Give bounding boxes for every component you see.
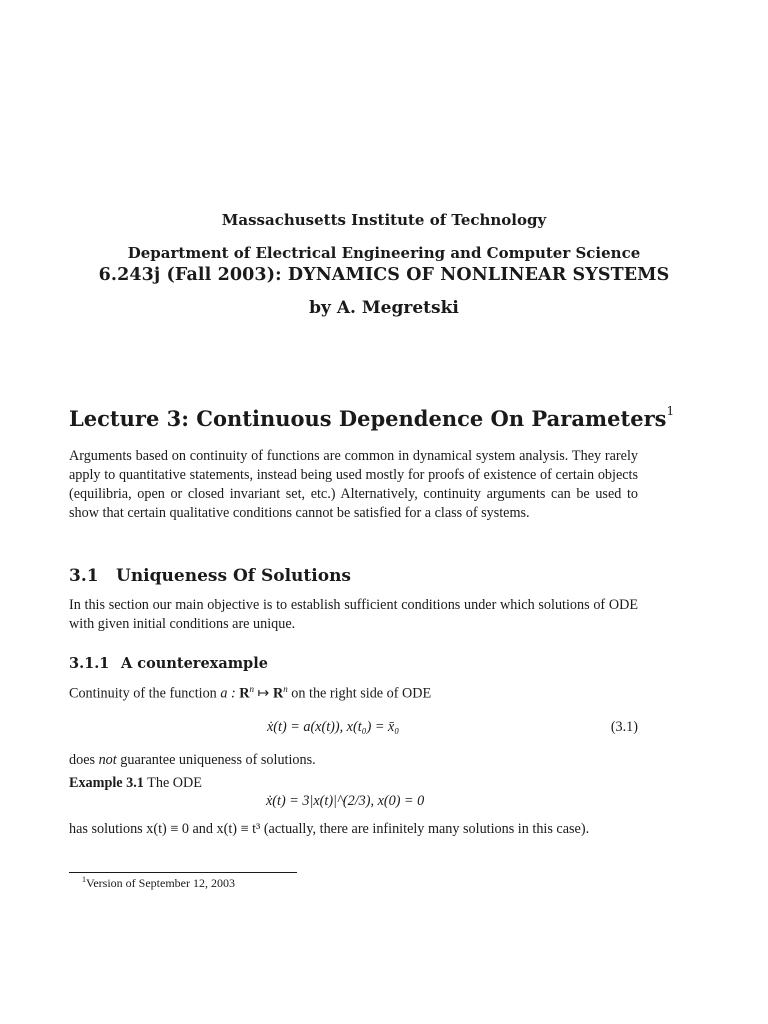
- example-equation: ẋ(t) = 3|x(t)|^(2/3), x(0) = 0: [266, 793, 425, 809]
- continuity-math: a :: [220, 685, 240, 702]
- subsection-heading: [69, 655, 268, 672]
- example-heading: [69, 775, 202, 792]
- uniqueness-sentence: [69, 752, 316, 769]
- footnote-marker: 1: [666, 404, 675, 418]
- department-name: Department of Electrical Engineering and Computer Science: [127, 244, 641, 262]
- lecture-title-text: Lecture 3: Continuous Dependence On Parameters: [69, 406, 667, 431]
- section-paragraph: In this section our main objective is to establish sufficient conditions under which solutions of ODE with given initial conditions are unique.: [69, 597, 638, 632]
- example-solutions: has solutions x(t) ≡ 0 and x(t) ≡ t³ (actually, there are infinitely many solutions in this case).: [69, 821, 590, 837]
- footnote-mark: 1: [82, 875, 86, 884]
- continuity-exp-2: n: [283, 684, 288, 694]
- footnote-rule: [69, 872, 297, 873]
- section-number: 3.1: [69, 566, 99, 586]
- uniqueness-emphasis: not: [98, 752, 117, 768]
- institution-name: Massachusetts Institute of Technology: [221, 211, 547, 229]
- continuity-domain-1: R: [239, 685, 250, 702]
- continuity-map-symbol: ↦: [254, 685, 273, 702]
- equation-3-1-body: ẋ(t) = a(x(t)), x(t₀) = x̄₀: [267, 719, 400, 735]
- equation-3-1: [69, 719, 638, 739]
- intro-paragraph: Arguments based on continuity of functions are common in dynamical system analysis. They rarely apply to quantitative statements, instead being used mostly for proofs of existence of certain objects (equilibria, open or closed invariant set, etc.) Alternatively, continuity arguments can be used to show that certain qualitative conditions cannot be satisfied for a class of systems.: [69, 448, 638, 521]
- continuity-exp-1: n: [249, 684, 254, 694]
- continuity-text-after: on the right side of ODE: [287, 685, 432, 702]
- course-title: 6.243j (Fall 2003): DYNAMICS OF NONLINEAR SYSTEMS: [98, 265, 670, 285]
- subsection-title: A counterexample: [121, 655, 268, 672]
- uniqueness-before: does: [69, 752, 99, 768]
- example-intro: The ODE: [143, 775, 202, 791]
- lecture-title: [69, 406, 674, 431]
- section-title: Uniqueness Of Solutions: [116, 566, 351, 586]
- footnote: [82, 875, 235, 891]
- equation-3-1-number: (3.1): [610, 719, 638, 735]
- continuity-domain-2: R: [272, 685, 284, 702]
- continuity-text-before: Continuity of the function: [69, 685, 221, 702]
- example-label: Example 3.1: [69, 775, 144, 791]
- author-line: by A. Megretski: [309, 298, 459, 318]
- subsection-number: 3.1.1: [69, 655, 110, 672]
- continuity-sentence: [69, 684, 431, 703]
- section-heading: [69, 566, 351, 586]
- uniqueness-after: guarantee uniqueness of solutions.: [116, 752, 316, 768]
- footnote-text: Version of September 12, 2003: [86, 876, 235, 890]
